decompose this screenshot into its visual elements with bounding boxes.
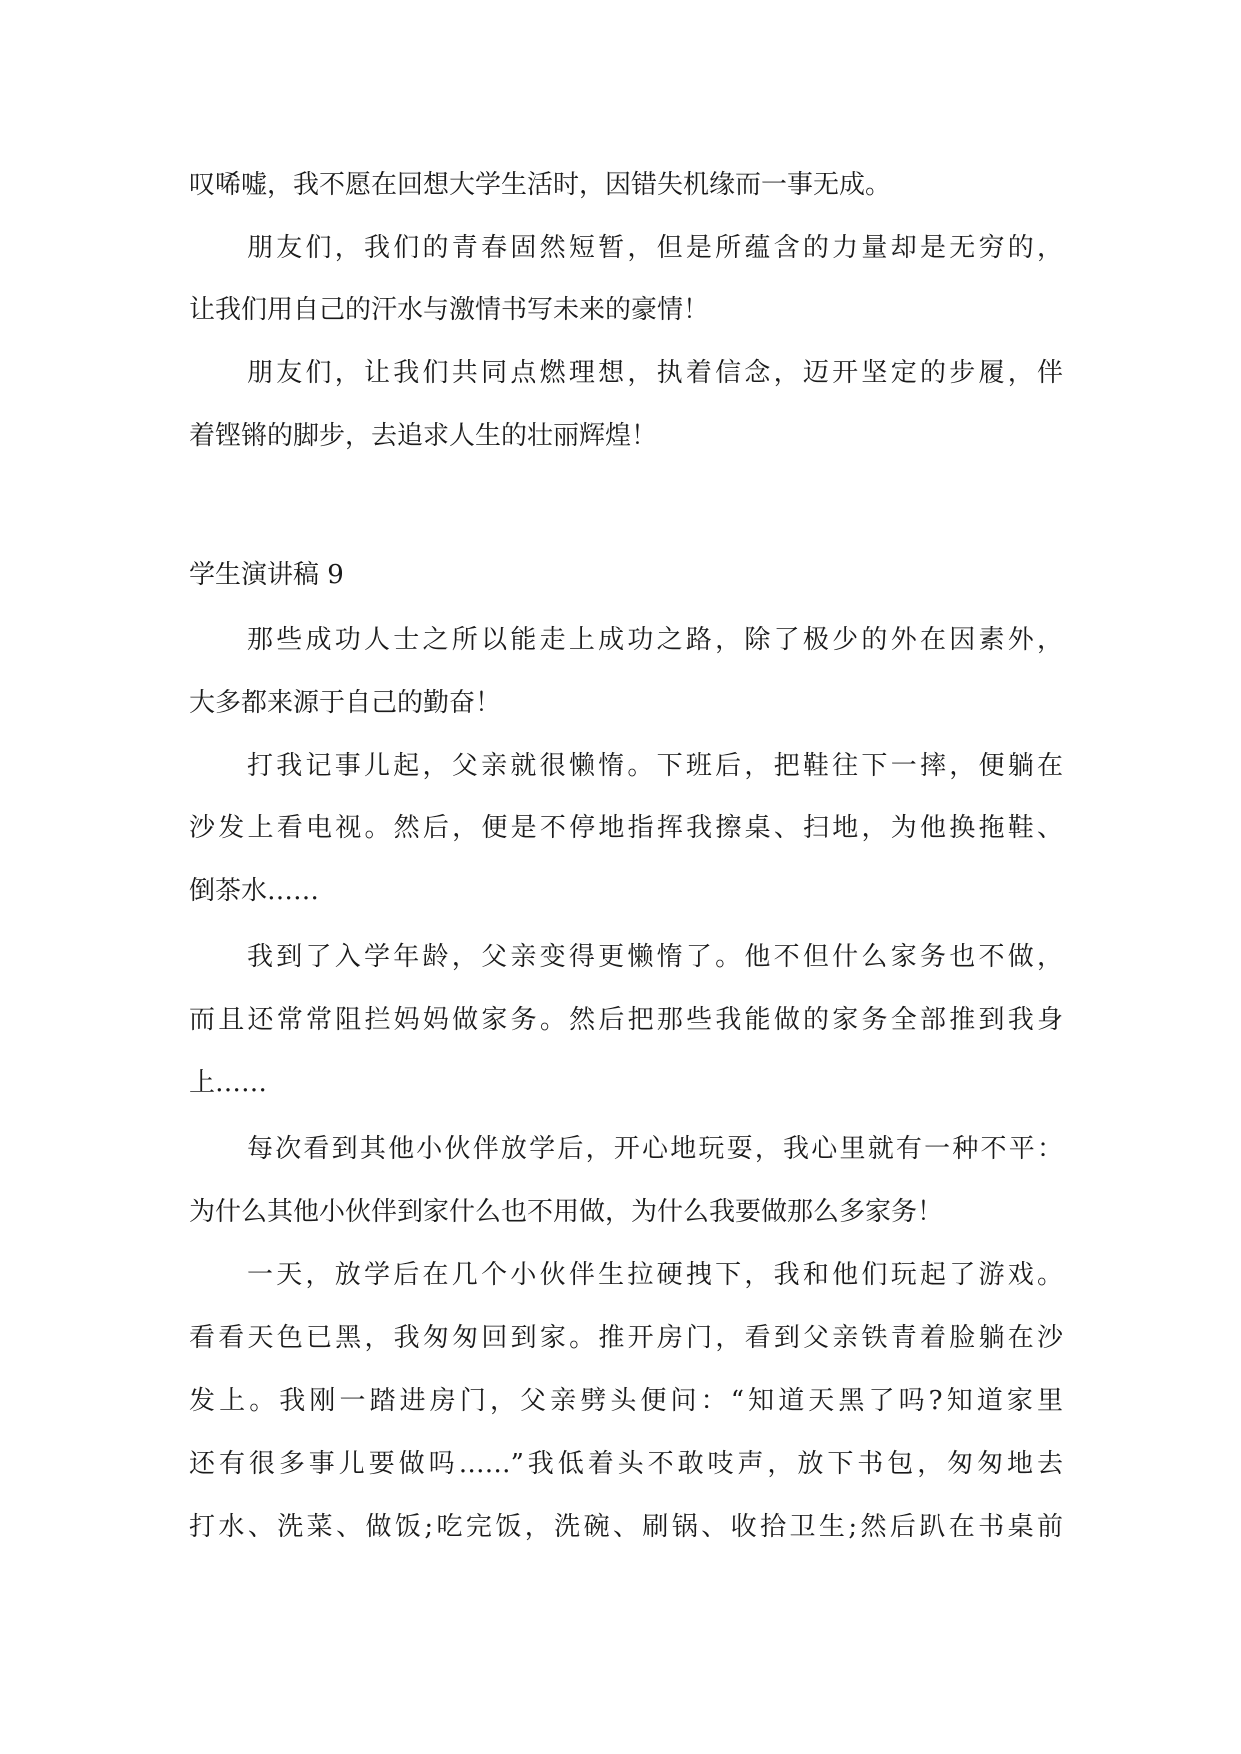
document-page [189,0,1063,1754]
prev-para-3-line-1: 朋友们，让我们共同点燃理想，执着信念，迈开坚定的步履，伴 [247,358,1063,388]
para-5-line-5: 打水、洗菜、做饭;吃完饭，洗碗、刷锅、收拾卫生;然后趴在书桌前 [189,1512,1063,1542]
para-1-line-2: 大多都来源于自己的勤奋！ [189,688,502,718]
para-2-line-2: 沙发上看电视。然后，便是不停地指挥我擦桌、扫地，为他换拖鞋、 [189,813,1063,843]
para-2-line-3: 倒茶水…… [189,876,320,906]
section-title: 学生演讲稿 9 [189,560,344,590]
para-2-line-1: 打我记事儿起，父亲就很懒惰。下班后，把鞋往下一摔，便躺在 [247,751,1063,781]
prev-para-1-line-1: 叹唏嘘，我不愿在回想大学生活时，因错失机缘而一事无成。 [189,170,892,200]
prev-para-2-line-2: 让我们用自己的汗水与激情书写未来的豪情！ [189,295,710,325]
para-5-line-3: 发上。我刚一踏进房门，父亲劈头便问：“知道天黑了吗?知道家里 [189,1386,1063,1416]
para-3-line-2: 而且还常常阻拦妈妈做家务。然后把那些我能做的家务全部推到我身 [189,1005,1063,1035]
para-5-line-1: 一天，放学后在几个小伙伴生拉硬拽下，我和他们玩起了游戏。 [247,1260,1063,1290]
para-1-line-1: 那些成功人士之所以能走上成功之路，除了极少的外在因素外， [247,625,1063,655]
prev-para-2-line-1: 朋友们，我们的青春固然短暂，但是所蕴含的力量却是无穷的， [247,233,1063,263]
para-5-line-4: 还有很多事儿要做吗……”我低着头不敢吱声，放下书包，匆匆地去 [189,1449,1063,1479]
para-3-line-1: 我到了入学年龄，父亲变得更懒惰了。他不但什么家务也不做， [247,942,1063,972]
para-5-line-2: 看看天色已黑，我匆匆回到家。推开房门，看到父亲铁青着脸躺在沙 [189,1323,1063,1353]
prev-para-3-line-2: 着铿锵的脚步，去追求人生的壮丽辉煌！ [189,421,658,451]
para-4-line-1: 每次看到其他小伙伴放学后，开心地玩耍，我心里就有一种不平： [247,1134,1063,1164]
para-3-line-3: 上…… [189,1068,268,1098]
para-4-line-2: 为什么其他小伙伴到家什么也不用做，为什么我要做那么多家务！ [189,1197,944,1227]
